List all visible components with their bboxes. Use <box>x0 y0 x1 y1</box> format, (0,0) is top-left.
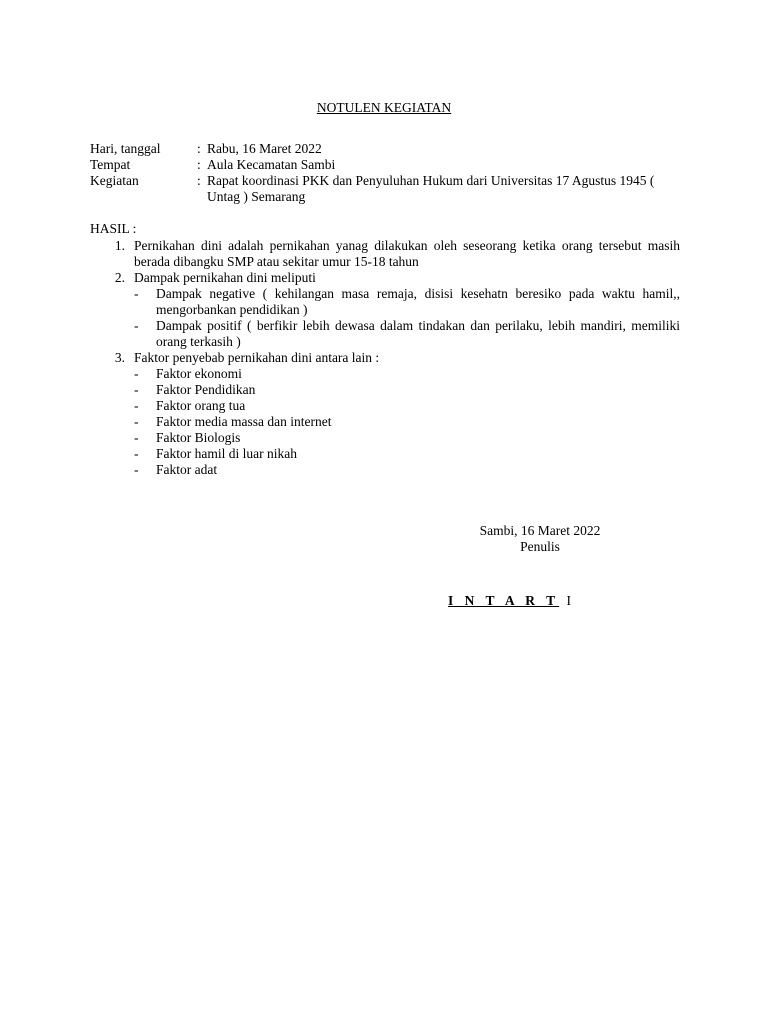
sub-list-item-text: Faktor media massa dan internet <box>156 414 332 429</box>
meta-block <box>90 141 680 205</box>
list-item-text: Pernikahan dini adalah pernikahan yanag dilakukan oleh seseorang ketika orang tersebut masih berada dibangku SMP atau sekitar umur 15-18 tahun <box>134 238 680 269</box>
dash-bullet: - <box>134 430 139 445</box>
sub-list-item-text: Faktor adat <box>156 462 218 477</box>
results-section <box>90 221 680 478</box>
sub-list-item-text: Dampak positif ( berfikir lebih dewasa dalam tindakan dan perilaku, lebih mandiri, memiliki orang terkasih ) <box>156 318 680 349</box>
list-item <box>90 238 680 270</box>
meta-value: Aula Kecamatan Sambi <box>207 157 336 172</box>
meta-label: Hari, tanggal <box>90 141 161 156</box>
meta-colon: : <box>197 173 201 188</box>
list-number: 1. <box>114 238 125 253</box>
sub-list-item-text: Faktor orang tua <box>156 398 246 413</box>
sub-list-item <box>90 382 680 398</box>
list-item-text: Faktor penyebab pernikahan dini antara lain : <box>134 350 380 365</box>
signer-role: Penulis <box>520 539 560 554</box>
dash-bullet: - <box>134 446 139 461</box>
sub-list-item <box>90 286 680 318</box>
sub-list-item <box>90 398 680 414</box>
meta-value: Rapat koordinasi PKK dan Penyuluhan Hukum dari Universitas 17 Agustus 1945 ( Untag ) Semarang <box>207 173 655 204</box>
results-heading: HASIL : <box>90 221 137 236</box>
signer-name-underlined: I N T A R T <box>448 593 560 608</box>
sub-list-item <box>90 462 680 478</box>
dash-bullet: - <box>134 414 139 429</box>
meta-value: Rabu, 16 Maret 2022 <box>207 141 322 156</box>
sub-list-item-text: Dampak negative ( kehilangan masa remaja, disisi kesehatn beresiko pada waktu hamil,, mengorbankan pendidikan ) <box>156 286 680 317</box>
sub-list-item-text: Faktor hamil di luar nikah <box>156 446 297 461</box>
list-number: 3. <box>114 350 125 365</box>
meta-row-activity <box>90 173 680 205</box>
sub-list-item <box>90 366 680 382</box>
list-item <box>90 270 680 286</box>
place-date: Sambi, 16 Maret 2022 <box>479 523 601 538</box>
sub-list-item <box>90 414 680 430</box>
document-title: NOTULEN KEGIATAN <box>316 100 452 115</box>
meta-row-place <box>90 157 680 173</box>
sub-list-item-text: Faktor Pendidikan <box>156 382 256 397</box>
sub-list-item <box>90 318 680 350</box>
list-item <box>90 350 680 366</box>
dash-bullet: - <box>134 398 139 413</box>
dash-bullet: - <box>134 366 139 381</box>
signature-block <box>440 523 640 555</box>
dash-bullet: - <box>134 382 139 397</box>
list-item-text: Dampak pernikahan dini meliputi <box>134 270 316 285</box>
dash-bullet: - <box>134 318 139 333</box>
sub-list-item <box>90 430 680 446</box>
list-number: 2. <box>114 270 125 285</box>
signer-name <box>448 593 588 609</box>
meta-colon: : <box>197 157 201 172</box>
meta-label: Kegiatan <box>90 173 139 188</box>
sub-list-item <box>90 446 680 462</box>
meta-colon: : <box>197 141 201 156</box>
dash-bullet: - <box>134 286 139 301</box>
signer-name-rest: I <box>559 593 576 608</box>
sub-list-item-text: Faktor ekonomi <box>156 366 242 381</box>
meta-row-date <box>90 141 680 157</box>
meta-label: Tempat <box>90 157 131 172</box>
sub-list-item-text: Faktor Biologis <box>156 430 241 445</box>
dash-bullet: - <box>134 462 139 477</box>
